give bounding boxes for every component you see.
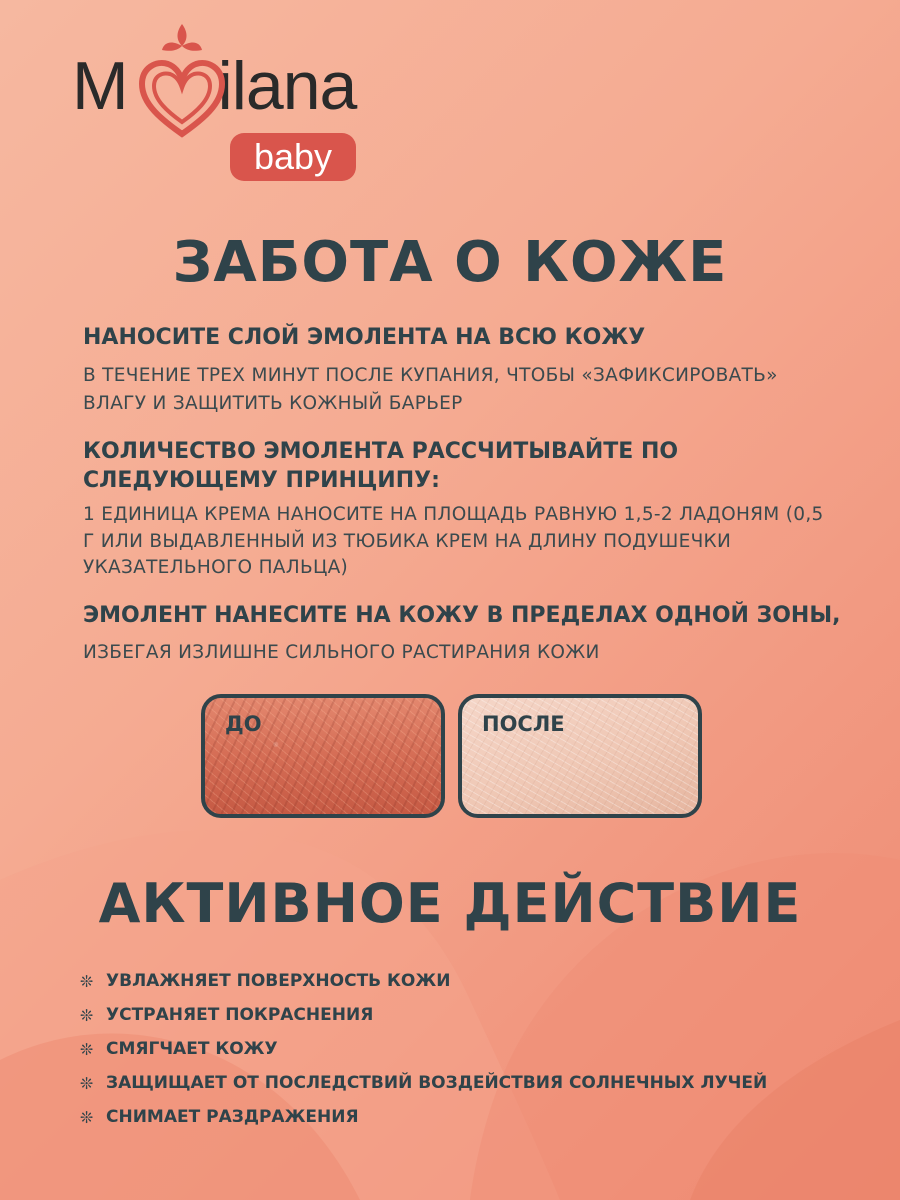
snowflake-asterisk-icon: ❊ [80, 1039, 94, 1059]
snowflake-asterisk-icon: ❊ [80, 1005, 94, 1025]
benefit-label: ЗАЩИЩАЕТ ОТ ПОСЛЕДСТВИЙ ВОЗДЕЙСТВИЯ СОЛНЕЧНЫХ ЛУЧЕЙ [106, 1073, 768, 1093]
logo-letter-m: M [72, 48, 128, 124]
logo-letters-ilana: ilana [217, 48, 357, 124]
care-text-3-line-1: ИЗБЕГАЯ ИЗЛИШНЕ СИЛЬНОГО РАСТИРАНИЯ КОЖИ [83, 642, 600, 663]
before-label: ДО [225, 712, 262, 736]
benefit-label: СМЯГЧАЕТ КОЖУ [106, 1039, 278, 1059]
benefit-item [80, 998, 767, 1032]
brand-logo [72, 22, 362, 187]
care-heading-1: НАНОСИТЕ СЛОЙ ЭМОЛЕНТА НА ВСЮ КОЖУ [83, 325, 646, 350]
benefits-list [80, 964, 767, 1134]
benefit-label: СНИМАЕТ РАЗДРАЖЕНИЯ [106, 1107, 359, 1127]
benefit-item [80, 964, 767, 998]
benefit-label: УСТРАНЯЕТ ПОКРАСНЕНИЯ [106, 1005, 374, 1025]
after-skin-photo [458, 694, 702, 818]
snowflake-asterisk-icon: ❊ [80, 971, 94, 991]
snowflake-asterisk-icon: ❊ [80, 1073, 94, 1093]
care-heading-2-line-1: КОЛИЧЕСТВО ЭМОЛЕНТА РАССЧИТЫВАЙТЕ ПО [83, 439, 679, 464]
benefit-label: УВЛАЖНЯЕТ ПОВЕРХНОСТЬ КОЖИ [106, 971, 451, 991]
care-heading-2-line-2: СЛЕДУЮЩЕМУ ПРИНЦИПУ: [83, 468, 440, 493]
care-heading-3: ЭМОЛЕНТ НАНЕСИТЕ НА КОЖУ В ПРЕДЕЛАХ ОДНОЙ ЗОНЫ, [83, 603, 841, 628]
care-text-2-line-3: УКАЗАТЕЛЬНОГО ПАЛЬЦА) [83, 557, 349, 578]
heart-leaf-icon [132, 22, 232, 142]
snowflake-asterisk-icon: ❊ [80, 1107, 94, 1127]
care-text-2-line-1: 1 ЕДИНИЦА КРЕМА НАНОСИТЕ НА ПЛОЩАДЬ РАВНУЮ 1,5-2 ЛАДОНЯМ (0,5 [83, 504, 824, 525]
care-section-title: ЗАБОТА О КОЖЕ [172, 230, 728, 295]
baby-badge: baby [230, 133, 356, 181]
care-text-2-line-2: Г ИЛИ ВЫДАВЛЕННЫЙ ИЗ ТЮБИКА КРЕМ НА ДЛИНУ ПОДУШЕЧКИ [83, 531, 732, 552]
after-label: ПОСЛЕ [482, 712, 565, 736]
benefit-item [80, 1066, 767, 1100]
benefit-item [80, 1032, 767, 1066]
benefit-item [80, 1100, 767, 1134]
care-text-1-line-2: ВЛАГУ И ЗАЩИТИТЬ КОЖНЫЙ БАРЬЕР [83, 393, 463, 414]
active-section-title: АКТИВНОЕ ДЕЙСТВИЕ [98, 872, 802, 935]
before-skin-photo [201, 694, 445, 818]
care-text-1-line-1: В ТЕЧЕНИЕ ТРЕХ МИНУТ ПОСЛЕ КУПАНИЯ, ЧТОБЫ «ЗАФИКСИРОВАТЬ» [83, 365, 778, 386]
